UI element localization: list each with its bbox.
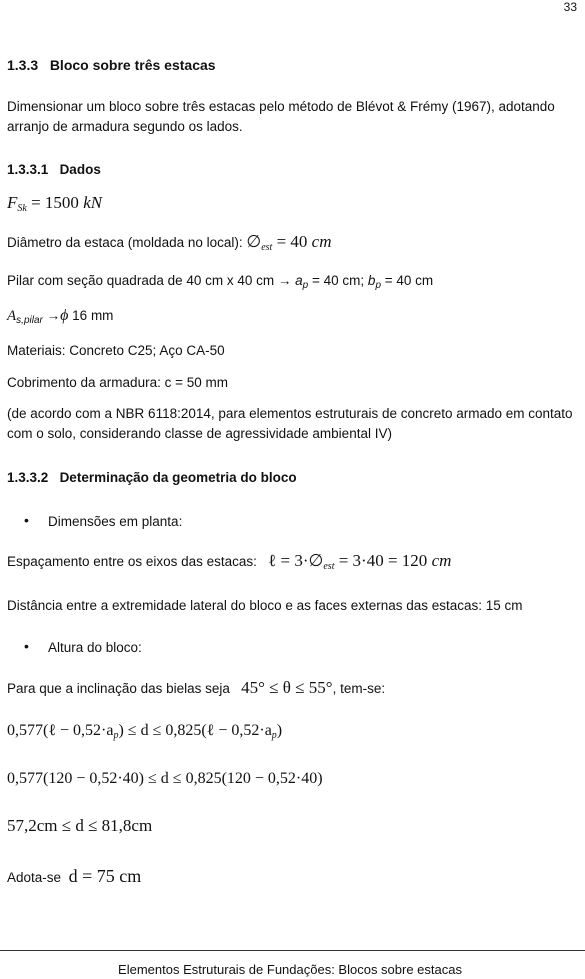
diametro-unit: cm — [311, 232, 332, 251]
espacamento-result: = 3·40 = 120 — [338, 551, 428, 570]
diametro-subscript: est — [261, 242, 273, 253]
subsection-heading-geometria — [7, 468, 579, 488]
bullet-icon: • — [24, 638, 29, 654]
fsk-equation — [7, 193, 579, 219]
footer-text: Elementos Estruturais de Fundações: Blocos sobre estacas — [118, 962, 462, 977]
eq1-part2: ) ≤ d ≤ 0,825(ℓ − 0,52·a — [118, 722, 272, 739]
eq1-part1: 0,577(ℓ − 0,52·a — [7, 722, 114, 739]
espacamento-subscript: est — [323, 561, 335, 572]
subsection-heading-dados — [7, 160, 579, 180]
as-symbol: A — [7, 308, 17, 324]
cobrimento-line: Cobrimento da armadura: c = 50 mm — [7, 375, 228, 390]
fsk-subscript: Sk — [17, 203, 27, 214]
equation-general — [7, 721, 579, 746]
page-number: 33 — [563, 0, 577, 14]
espacamento-expr: ℓ = 3·∅ — [268, 551, 324, 570]
section-heading — [7, 55, 579, 75]
phi-icon: ϕ — [60, 307, 69, 324]
equation-numeric: 0,577(120 − 0,52·40) ≤ d ≤ 0,825(120 − 0,52·40) — [7, 770, 323, 787]
equation-result: 57,2cm ≤ d ≤ 81,8cm — [7, 816, 153, 835]
espacamento-unit: cm — [431, 551, 452, 570]
bp-value: = 40 cm — [384, 273, 434, 288]
nbr-note: (de acordo com a NBR 6118:2014, para elementos estruturais de concreto armado em contato com o solo, considerando classe de agressividade ambiental IV) — [7, 406, 573, 441]
ap-symbol: a — [295, 273, 303, 288]
subsection-number: 1.3.3.2 — [7, 470, 49, 485]
subsection-title: Determinação da geometria do bloco — [59, 470, 297, 485]
as-pilar-value: 16 mm — [72, 308, 114, 323]
inclinacao-tail: , tem-se: — [332, 681, 386, 696]
materiais-line: Materiais: Concreto C25; Aço CA-50 — [7, 343, 225, 358]
diametro-expression — [246, 232, 331, 251]
fsk-value: = 1500 — [31, 193, 79, 212]
section-number: 1.3.3 — [7, 57, 39, 73]
bullet-icon: • — [24, 512, 29, 528]
eq1-part3: ) — [276, 722, 283, 739]
espacamento-line — [7, 551, 579, 577]
section-title: Bloco sobre três estacas — [49, 57, 216, 73]
bp-subscript: p — [375, 280, 381, 291]
inclinacao-line — [7, 678, 579, 699]
pilar-label: Pilar com seção quadrada de 40 cm x 40 cm → — [7, 273, 292, 288]
inclinacao-label: Para que a inclinação das bielas seja — [7, 681, 230, 696]
intro-paragraph: Dimensionar um bloco sobre três estacas pelo método de Blévot & Frémy (1967), adotando arranjo de armadura segundo os lados. — [7, 99, 555, 134]
as-subscript: s,pilar — [16, 315, 43, 326]
fsk-unit: kN — [83, 193, 103, 212]
distancia-line: Distância entre a extremidade lateral do bloco e as faces externas das estacas: 15 cm — [7, 598, 523, 613]
adota-line — [7, 866, 579, 888]
diametro-value: = 40 — [276, 232, 308, 251]
bp-symbol: b — [367, 273, 376, 288]
arrow-icon: → — [46, 308, 61, 323]
inclinacao-expression: 45° ≤ θ ≤ 55° — [241, 678, 333, 697]
espacamento-label: Espaçamento entre os eixos das estacas: — [7, 554, 257, 569]
ap-subscript: p — [302, 280, 309, 291]
bullet-altura: Altura do bloco: — [48, 640, 142, 655]
ap-value: = 40 cm; — [312, 273, 365, 288]
adota-label: Adota-se — [7, 870, 62, 885]
eq1-subscript-2: p — [271, 730, 277, 741]
diameter-icon: ∅ — [246, 232, 262, 251]
eq1-subscript-1: p — [113, 730, 119, 741]
espacamento-expression — [268, 551, 451, 570]
subsection-title: Dados — [59, 162, 101, 177]
subsection-number: 1.3.3.1 — [7, 162, 49, 177]
as-pilar-line — [7, 306, 579, 331]
diametro-line — [7, 232, 579, 258]
pilar-line — [7, 271, 579, 296]
diametro-label: Diâmetro da estaca (moldada no local): — [7, 235, 243, 250]
adota-expression: d = 75 cm — [68, 866, 142, 886]
bullet-dimensoes: Dimensões em planta: — [48, 514, 183, 529]
fsk-symbol: F — [7, 193, 18, 212]
footer-divider — [0, 950, 585, 951]
